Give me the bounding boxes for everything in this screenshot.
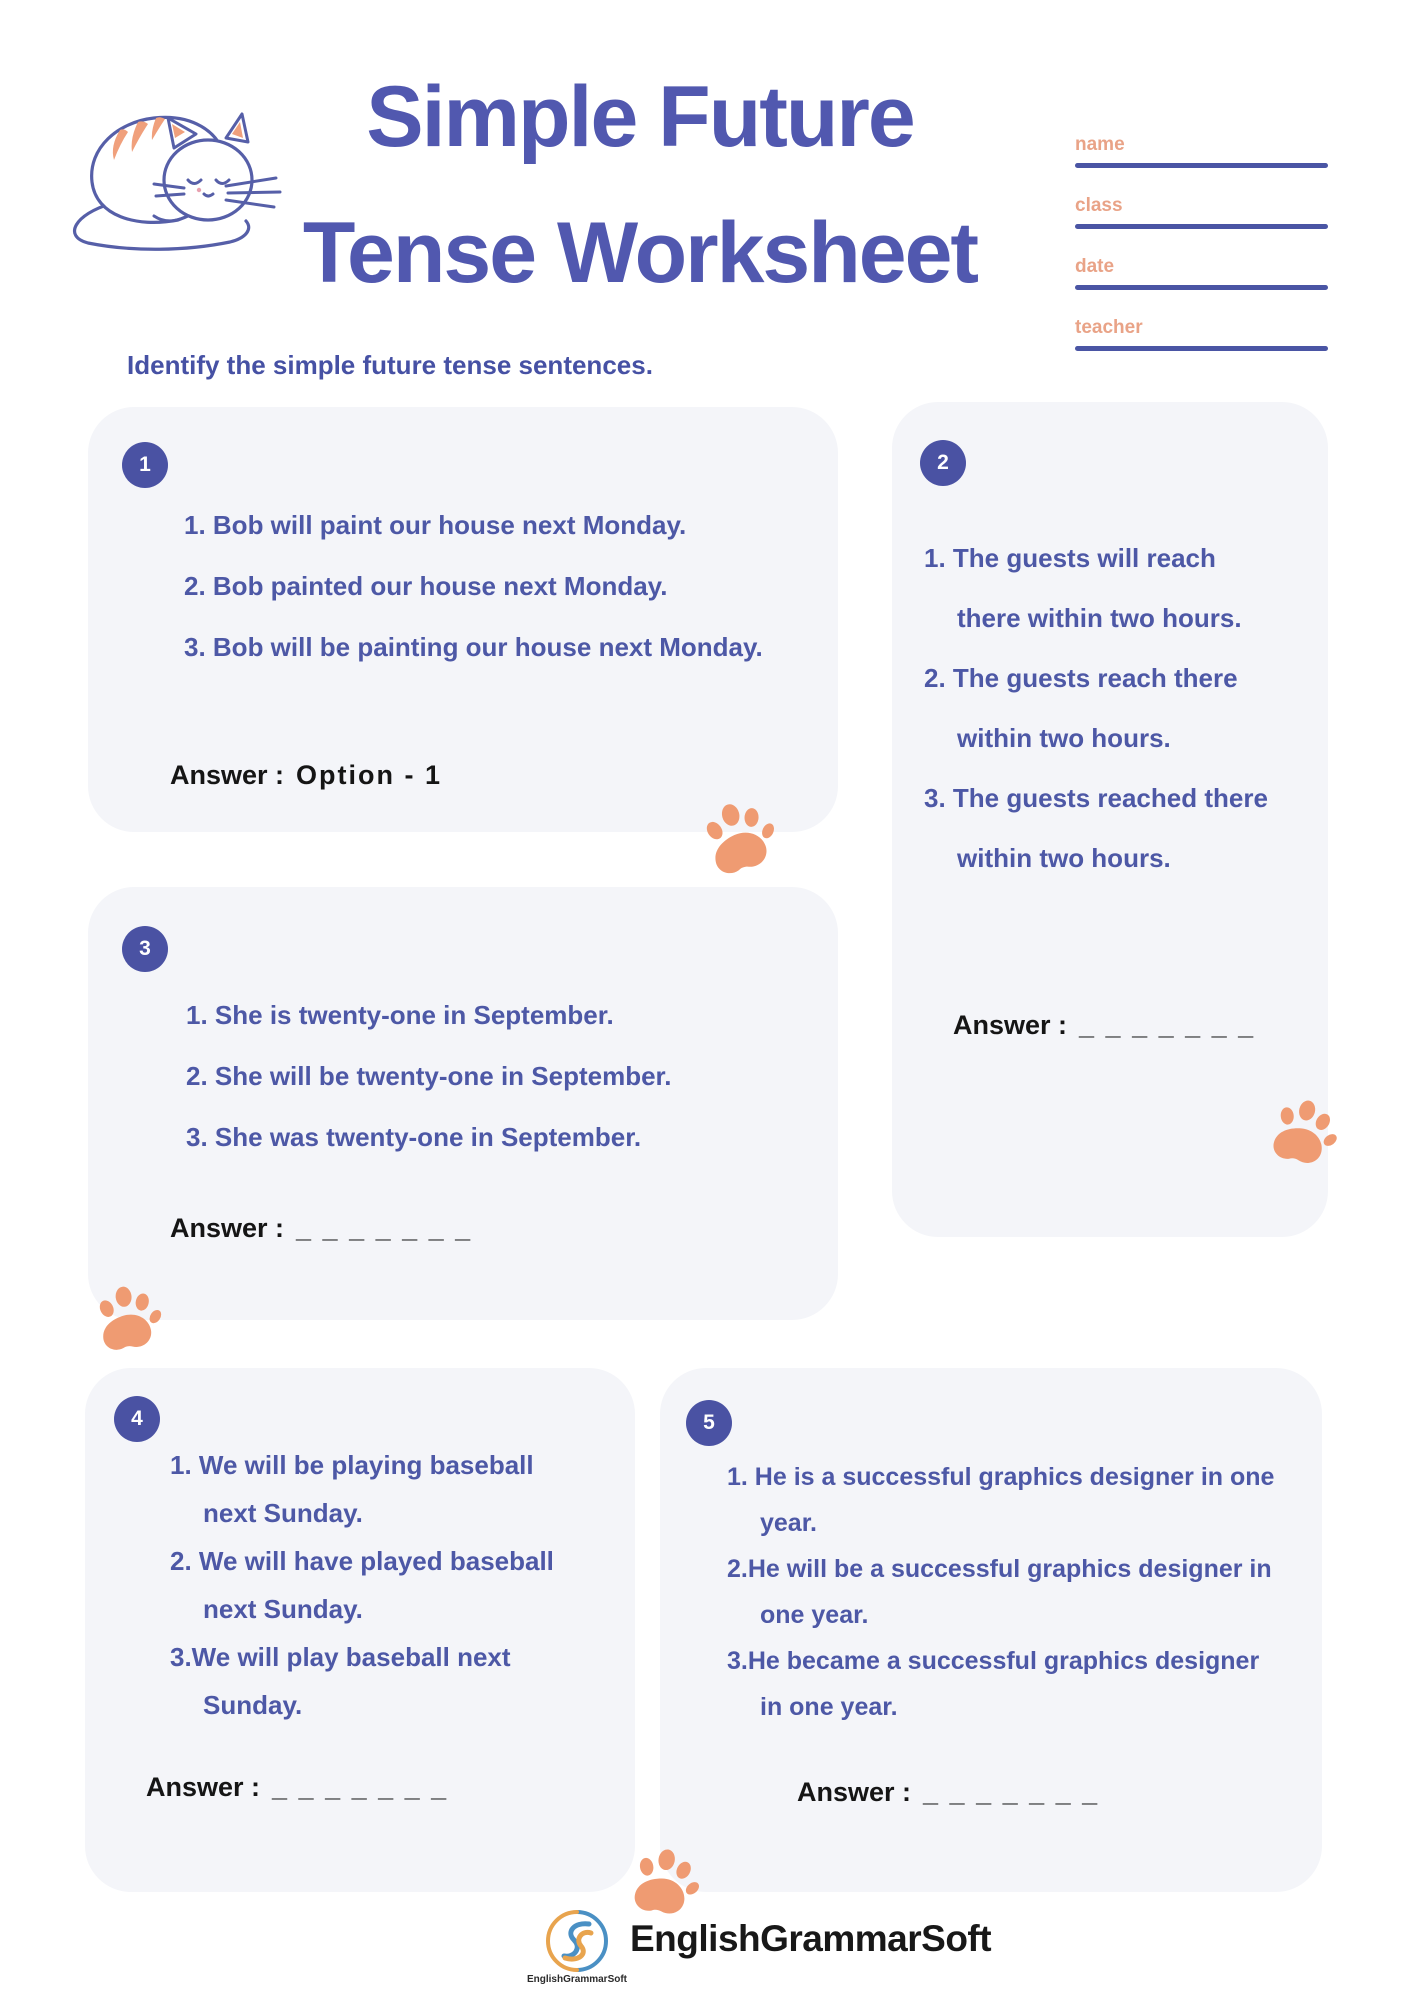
answer-blank: _ _ _ _ _ _ _ <box>1079 1010 1256 1040</box>
option-1: 1. She is twenty-one in September. <box>186 1000 614 1030</box>
question-number-badge: 5 <box>686 1400 732 1446</box>
question-number-badge: 1 <box>122 442 168 488</box>
name-label: name <box>1075 134 1125 155</box>
answer-blank: _ _ _ _ _ _ _ <box>272 1772 449 1802</box>
option-list <box>170 1441 585 1729</box>
answer-label: Answer : <box>170 1213 285 1243</box>
option-3: 3. The guests reached there within two hours. <box>924 783 1268 873</box>
option-2: 2. She will be twenty-one in September. <box>186 1061 672 1091</box>
option-2: 2. Bob painted our house next Monday. <box>184 571 668 601</box>
option-3: 3.He became a successful graphics designer in one year. <box>727 1647 1260 1721</box>
class-field <box>1075 191 1331 252</box>
question-number-badge: 3 <box>122 926 168 972</box>
class-label: class <box>1075 195 1123 216</box>
option-1: 1. The guests will reach there within two hours. <box>924 543 1242 633</box>
option-2: 2. We will have played baseball next Sunday. <box>170 1546 554 1624</box>
option-list <box>924 528 1282 888</box>
page-title-line1: Simple Future <box>366 69 914 165</box>
answer-label: Answer : <box>146 1772 261 1802</box>
paw-print-icon <box>88 1278 167 1357</box>
instruction-text: Identify the simple future tense sentences. <box>127 350 653 380</box>
answer-blank: _ _ _ _ _ _ _ <box>296 1213 473 1243</box>
brand-wordmark: EnglishGrammarSoft <box>630 1918 992 1959</box>
option-3: 3. She was twenty-one in September. <box>186 1122 642 1152</box>
answer-line <box>146 1772 448 1803</box>
answer-line <box>170 1213 472 1244</box>
question-box-3 <box>88 887 838 1320</box>
question-box-2 <box>892 402 1328 1237</box>
answer-blank: _ _ _ _ _ _ _ <box>923 1777 1100 1807</box>
option-2: 2.He will be a successful graphics designer in one year. <box>727 1555 1272 1629</box>
date-field <box>1075 252 1331 313</box>
option-list <box>727 1454 1277 1730</box>
class-blank-line <box>1075 224 1328 229</box>
answer-line <box>170 760 442 791</box>
answer-value: Option - 1 <box>296 760 443 790</box>
englishgrammarsoft-logo-icon <box>544 1908 610 1974</box>
question-number-badge: 2 <box>920 440 966 486</box>
option-1: 1. He is a successful graphics designer in one year. <box>727 1463 1275 1537</box>
paw-print-icon <box>622 1839 708 1925</box>
date-label: date <box>1075 256 1115 277</box>
question-box-1 <box>88 407 838 832</box>
answer-label: Answer : <box>797 1777 912 1807</box>
answer-label: Answer : <box>953 1010 1068 1040</box>
name-field <box>1075 130 1331 191</box>
teacher-label: teacher <box>1075 317 1143 338</box>
option-3: 3.We will play baseball next Sunday. <box>170 1642 511 1720</box>
question-box-5 <box>660 1368 1322 1892</box>
teacher-blank-line <box>1075 346 1328 351</box>
question-number-badge: 4 <box>114 1396 160 1442</box>
option-1: 1. We will be playing baseball next Sunday. <box>170 1450 534 1528</box>
student-info-fields <box>1075 130 1331 374</box>
question-box-4 <box>85 1368 635 1892</box>
option-list <box>184 495 804 678</box>
logo-caption: EnglishGrammarSoft <box>526 1974 628 1985</box>
page-title-line2: Tense Worksheet <box>302 205 978 301</box>
date-blank-line <box>1075 285 1328 290</box>
option-list <box>186 985 806 1168</box>
option-3: 3. Bob will be painting our house next Monday. <box>184 632 763 662</box>
option-2: 2. The guests reach there within two hours. <box>924 663 1238 753</box>
name-blank-line <box>1075 163 1328 168</box>
answer-line <box>953 1010 1255 1041</box>
answer-label: Answer : <box>170 760 285 790</box>
option-1: 1. Bob will paint our house next Monday. <box>184 510 687 540</box>
answer-line <box>797 1777 1099 1808</box>
teacher-field <box>1075 313 1331 374</box>
